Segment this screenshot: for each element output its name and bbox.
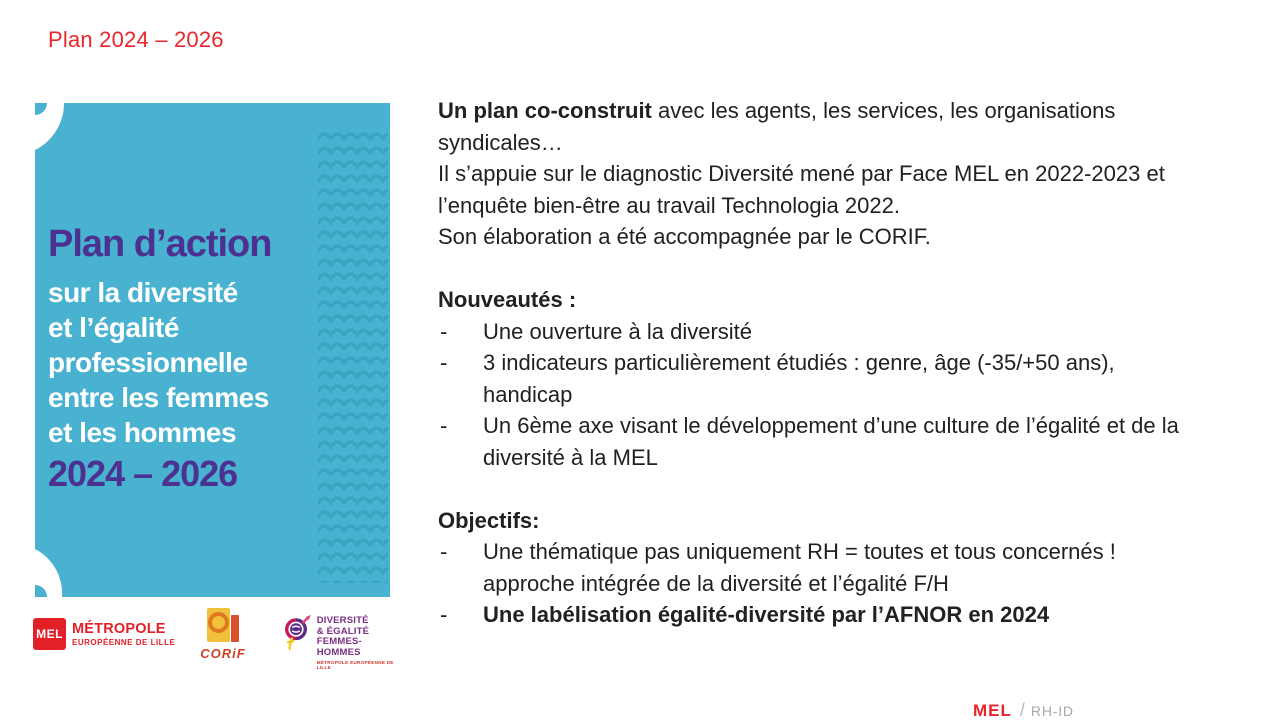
slide-footer (973, 700, 1074, 721)
diversity-logo-line4: MÉTROPOLE EUROPÉENNE DE LILLE (316, 660, 394, 670)
mel-logo-line2: EUROPÉENNE DE LILLE (72, 638, 176, 647)
plan-cover-poster (35, 103, 390, 597)
slide-body (438, 95, 1260, 631)
footer-brand: MEL (973, 701, 1012, 720)
objectifs-bullet-2: - Une labélisation égalité-diversité par l’AFNOR en 2024 (438, 599, 1260, 631)
mel-logo-icon: MEL (33, 618, 66, 650)
nouveautes-bullet-2: - 3 indicateurs particulièrement étudiés : genre, âge (-35/+50 ans), handicap (438, 347, 1260, 410)
poster-subtitle-line: entre les femmes (48, 382, 269, 413)
nouveautes-bullet-3: - Un 6ème axe visant le développement d’une culture de l’égalité et de la diversité à la MEL (438, 410, 1260, 473)
intro-paragraph (438, 95, 1260, 253)
poster-subtitle-line: professionnelle (48, 347, 248, 378)
bullet-dash: - (440, 602, 448, 627)
bullet-dash: - (440, 413, 448, 438)
footer-separator: / (1019, 700, 1025, 720)
mel-logo (33, 618, 175, 650)
intro-line1-rest: avec les agents, les services, les organisations (651, 98, 1116, 123)
corif-logo (198, 608, 248, 661)
poster-text (48, 221, 328, 494)
corif-logo-label: CORiF (200, 646, 246, 661)
diversity-logo-line2: & ÉGALITÉ (316, 625, 370, 637)
poster-subtitle-line: et l’égalité (48, 312, 179, 343)
objectifs-heading: Objectifs: (438, 507, 540, 533)
bullet-dash: - (440, 318, 448, 344)
intro-line2: syndicales… (438, 129, 563, 155)
objectifs-bullet-1: - Une thématique pas uniquement RH = toutes et tous concernés ! approche intégrée de la diversité et l’égalité F/H (438, 536, 1260, 599)
intro-line4: l’enquête bien-être au travail Technologia 2022. (438, 192, 900, 218)
mel-logo-line1: MÉTROPOLE (72, 621, 166, 637)
diversity-logo-line3: FEMMES-HOMMES (316, 636, 362, 658)
poster-title: Plan d’action (48, 223, 272, 265)
gender-equality-icon (280, 610, 314, 656)
nouveautes-heading: Nouveautés : (438, 287, 577, 312)
page-title: Plan 2024 – 2026 (48, 27, 224, 52)
corif-logo-icon (207, 608, 239, 646)
intro-lead-bold: Un plan co-construit (438, 98, 652, 123)
nouveautes-bullet-1: - Une ouverture à la diversité (438, 316, 1260, 348)
bullet-dash: - (440, 350, 448, 375)
poster-period: 2024 – 2026 (48, 453, 238, 494)
diversity-logo-line1: DIVERSITÉ (316, 615, 369, 626)
crescent-decoration-top (35, 103, 67, 153)
bullet-dash: - (440, 539, 448, 564)
intro-line3: Il s’appuie sur le diagnostic Diversité mené par Face MEL en 2022-2023 et (438, 161, 1165, 186)
poster-subtitle-line: sur la diversité (48, 277, 238, 308)
diversity-equality-logo (280, 610, 395, 670)
partner-logos (33, 608, 395, 670)
wave-pattern-icon (318, 128, 388, 583)
poster-subtitle-line: et les hommes (48, 417, 237, 448)
footer-label: RH-ID (1030, 703, 1074, 719)
poster-subtitle (48, 275, 328, 450)
crescent-decoration-bottom (35, 545, 65, 597)
intro-line5: Son élaboration a été accompagnée par le CORIF. (438, 224, 931, 249)
